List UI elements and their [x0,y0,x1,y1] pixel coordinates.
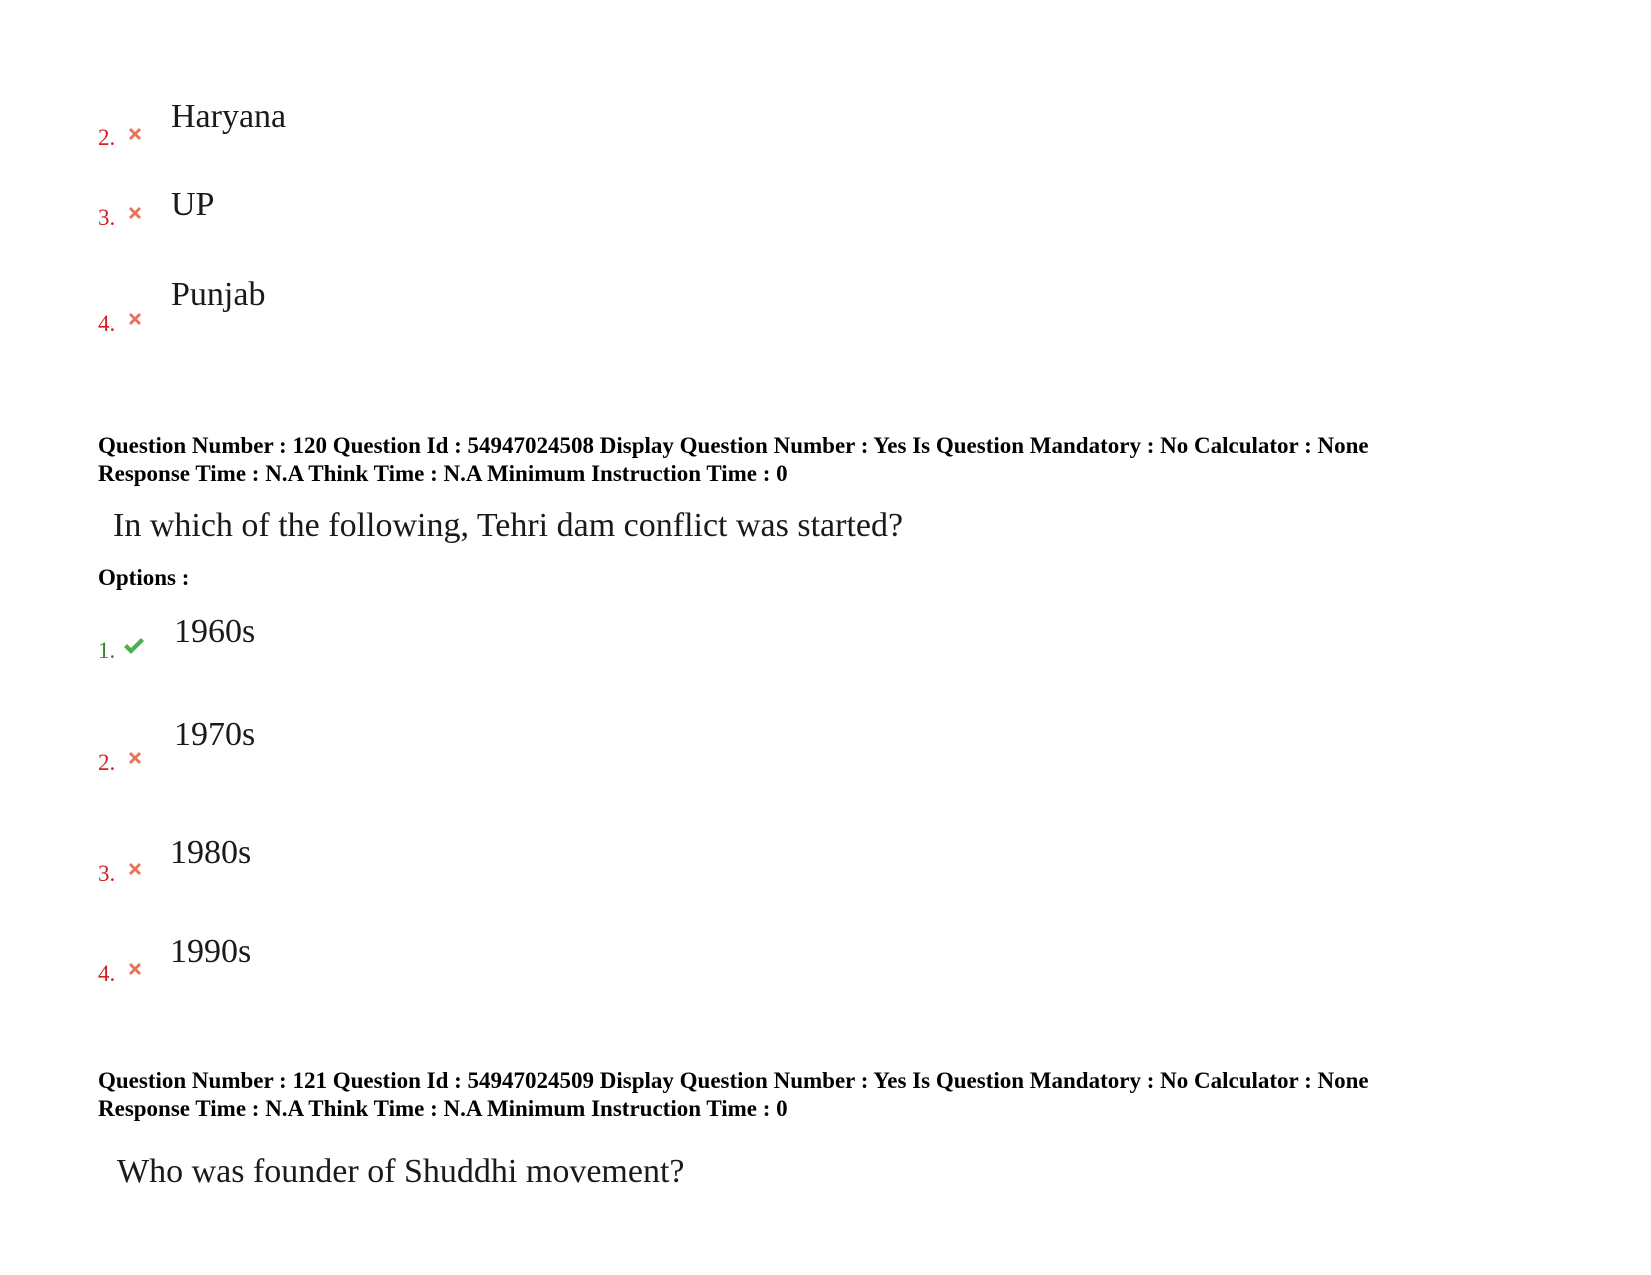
option-text: 1990s [170,933,252,970]
option-text: 1980s [170,834,252,871]
option-number: 4. [98,961,116,986]
options-label: Options : [98,565,190,590]
option-number: 3. [98,205,116,230]
question-meta-line: Question Number : 121 Question Id : 54947024509 Display Question Number : Yes Is Question Mandatory : No Calculator : None [98,1068,1369,1093]
option-row [98,615,698,665]
question-meta [98,432,1369,488]
question-meta [98,1067,1369,1123]
question-meta-line: Response Time : N.A Think Time : N.A Minimum Instruction Time : 0 [98,1096,788,1121]
question-meta-line: Response Time : N.A Think Time : N.A Minimum Instruction Time : 0 [98,461,788,486]
question-meta-line: Question Number : 120 Question Id : 54947024508 Display Question Number : Yes Is Question Mandatory : No Calculator : None [98,433,1369,458]
option-number: 4. [98,311,116,336]
option-row [98,188,698,238]
cross-icon [125,203,145,223]
option-number: 2. [98,125,116,150]
option-text: Punjab [171,276,266,313]
cross-icon [125,124,145,144]
option-row [98,935,698,985]
option-text: Haryana [171,98,287,135]
cross-icon [125,748,145,768]
option-row [98,100,698,150]
option-row [98,836,698,886]
option-text: 1970s [174,716,256,753]
option-row [98,716,698,775]
cross-icon [125,959,145,979]
cross-icon [125,309,145,329]
option-text: UP [171,186,215,223]
check-icon [122,636,146,656]
option-row [98,276,698,336]
cross-icon [125,859,145,879]
question-text: Who was founder of Shuddhi movement? [117,1153,685,1190]
option-number: 1. [98,638,116,663]
option-number: 2. [98,750,116,775]
question-text: In which of the following, Tehri dam conflict was started? [113,507,904,544]
option-text: 1960s [174,613,256,650]
option-number: 3. [98,861,116,886]
